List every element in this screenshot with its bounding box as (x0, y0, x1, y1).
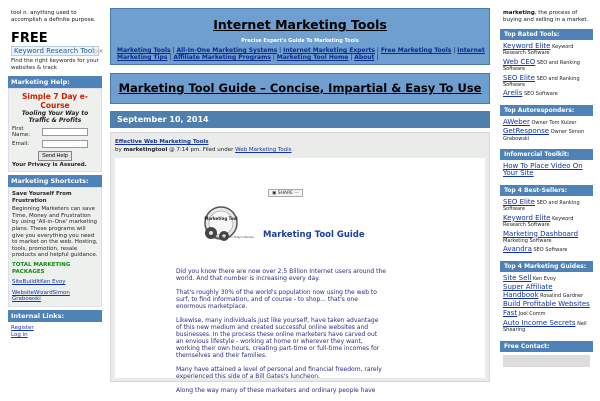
banner-title[interactable]: Marketing Tool Guide – Concise, Impartial & Easy To Use (118, 81, 482, 95)
marketing-guides-list (500, 272, 593, 338)
autoresponders-list (500, 116, 593, 146)
guide-link[interactable]: Super Affiliate Handbook (503, 283, 553, 299)
marketing-definition: marketing, the process of buying and selling in a market. (503, 10, 589, 23)
post-text (176, 268, 386, 401)
list-item: GetResponse Owner Simon Grabowski (503, 127, 585, 142)
nav-tips[interactable]: Internet Marketing Tips (117, 47, 485, 61)
tool-link[interactable]: Keyword Elite (503, 213, 551, 222)
guide-link[interactable]: Fast (503, 309, 518, 318)
list-item: SEO Elite SEO and Ranking Software (503, 73, 580, 89)
login-link[interactable]: Log in (11, 331, 28, 338)
websitewizard-link[interactable]: WebsiteWizardSimon Grabowski (12, 289, 70, 303)
best-sellers-list (500, 196, 593, 258)
best-sellers-heading: Top 4 Best-Sellers: (500, 185, 593, 196)
post-paragraph: Along the way many of these marketers and ordinary people have (176, 387, 376, 394)
first-name-label: First Name: (12, 126, 31, 138)
post-date-bar: September 10, 2014 (110, 111, 490, 128)
nav-marketing-tools[interactable]: Marketing Tools (117, 47, 171, 54)
list-item: Arelis SEO Software (503, 89, 558, 98)
guide-link[interactable]: Build Profitable Websites (503, 299, 590, 308)
tool-link[interactable]: How To Place Video On Your Site (503, 162, 583, 178)
post-author: marketingtool (123, 147, 168, 153)
post-title-link[interactable]: Effective Web Marketing Tools (115, 139, 209, 145)
first-name-input[interactable] (42, 128, 88, 136)
tool-link[interactable]: AWeber (503, 117, 530, 126)
post-meta: by marketingtool @ 7:14 pm. Filed under Web Marketing Tools (115, 147, 292, 153)
tool-link[interactable]: Marketing Dashboard (503, 229, 579, 238)
post-paragraph: Many have attained a level of personal and financial freedom, rarely experienced this side of a Bill Gates's luncheon. (176, 366, 382, 380)
site-title[interactable]: Internet Marketing Tools (213, 17, 387, 32)
post-body (115, 158, 485, 394)
share-icon: ▣ (272, 191, 278, 196)
marketing-tool-logo (197, 203, 256, 247)
top-autoresponders-heading: Top Autoresponders: (500, 105, 593, 116)
tool-link[interactable]: Keyword Elite (503, 42, 551, 50)
tool-link[interactable]: SEO Elite (503, 197, 535, 206)
internal-links-heading: Internal Links: (8, 310, 102, 322)
post-paragraph: Likewise, many individuals just like yourself, have taken advantage of this new medium and created successful online websites and businesses. In the process these online marketers have carved out an envious lifestyle - working at home or wherever they want, working their own hours, creating part-time or full-time incomes for themselves and their families. (176, 317, 380, 359)
ecourse-signup-form (8, 88, 102, 172)
list-item: Super Affiliate Handbook Rosalind Gardner (503, 283, 584, 299)
guide-title: Marketing Tool Guide (263, 230, 365, 240)
svg-text:Marketing Tool: Marketing Tool (204, 216, 238, 221)
nav-free-tools[interactable]: Free Marketing Tools (380, 47, 452, 54)
top-rated-tools-list (500, 40, 593, 102)
nav-about[interactable]: About (354, 54, 375, 61)
register-link[interactable]: Register (11, 324, 34, 331)
list-item: Site Sell Ken Evoy (503, 273, 556, 282)
list-item: Auto Income Secrets Neil Shearing (503, 318, 587, 334)
main-content (110, 8, 490, 394)
list-item: Keyword Elite Keyword Research Software (503, 213, 574, 229)
send-help-button[interactable]: Send Help (38, 151, 72, 161)
guide-banner (110, 73, 490, 104)
free-contact-heading: Free Contact: (500, 341, 593, 352)
site-header (110, 8, 490, 65)
list-item (503, 163, 590, 178)
share-button[interactable]: ▣ SHARE ⋯ (268, 189, 303, 197)
tool-link[interactable]: SEO Elite (503, 73, 535, 82)
list-item: Keyword Elite Keyword Research Software (503, 42, 574, 57)
packages-heading: TOTAL MARKETING PACKAGES (12, 261, 71, 275)
privacy-note: Your Privacy is Assured. (12, 162, 87, 168)
tool-link[interactable]: Arelis (503, 89, 523, 98)
infomercial-list (500, 160, 593, 182)
post-paragraph: That's roughly 30% of the world's population now using the web to surf, to find information, and of course - to shop... that's one enormous marketplace. (176, 289, 377, 310)
right-sidebar (500, 8, 593, 370)
ad-free-heading: FREE (11, 31, 48, 46)
email-label: Email: (12, 141, 30, 147)
list-item: Web CEO SEO and Ranking Software (503, 57, 580, 73)
contact-profile-image (503, 355, 590, 367)
nav-home[interactable]: Marketing Tool Home (276, 54, 349, 61)
shortcuts-body: Beginning Marketers can save Time, Money and Frustration by using 'All-in-One' marketing plans. These programs will give you everything you need to market on the web. Hosting, tools, promotion, resale products and helpful guidance. (12, 206, 98, 259)
marketing-shortcuts-heading: Marketing Shortcuts: (8, 175, 102, 187)
site-tagline: Precise Expert's Guide To Marketing Tools (241, 38, 359, 44)
blog-post (110, 132, 490, 394)
nav-experts[interactable]: Internet Marketing Experts (283, 47, 375, 54)
top-rated-tools-heading: Top Rated Tools: (500, 29, 593, 40)
marketing-help-heading: Marketing Help: (8, 76, 102, 88)
guide-link[interactable]: Site Sell (503, 273, 532, 282)
guide-link[interactable]: Auto Income Secrets (503, 318, 576, 327)
tool-definition: tool n. anything used to accomplish a definite purpose. (11, 10, 96, 23)
list-item: Avandra SEO Software (503, 245, 568, 254)
marketing-guides-heading: Top 4 Marketing Guides: (500, 261, 593, 272)
tool-link[interactable]: Web CEO (503, 57, 536, 66)
ad-description: Find the right keywords for your websites & track (11, 58, 99, 71)
nav-all-in-one[interactable]: All-In-One Marketing Systems (176, 47, 278, 54)
internal-links-list (8, 322, 102, 342)
main-nav: Marketing Tools | All-In-One Marketing Systems | Internet Marketing Experts | Free Marketing Tools | Internet Marketing Tips | Affiliate Marketing Programs | Marketing Tool Home | About | (117, 47, 485, 61)
svg-text:Gearing Up For Today's Interne: Gearing Up For Today's Internet... (214, 236, 256, 239)
tool-link[interactable]: GetResponse (503, 127, 550, 136)
nav-affiliate[interactable]: Affiliate Marketing Programs (173, 54, 271, 61)
shortcuts-title: Save Yourself From Frustration (12, 191, 72, 204)
post-category-link[interactable]: Web Marketing Tools (235, 147, 292, 153)
ecourse-title: Simple 7 Day e-Course (21, 92, 88, 110)
list-item: AWeber Owner Tom Kulzer (503, 117, 577, 126)
list-item (503, 301, 590, 308)
shortcuts-box (8, 187, 102, 307)
left-sidebar (8, 8, 102, 342)
infomercial-toolkit-heading: Infomercial Toolkit: (500, 149, 593, 160)
ecourse-subtitle: Tooling Your Way to Traffic & Profits (21, 110, 89, 124)
email-input[interactable] (42, 140, 88, 148)
keyword-ad[interactable] (8, 29, 102, 73)
ad-close-icon[interactable]: ▷✕ (94, 48, 104, 55)
list-item: SEO Elite SEO and Ranking Software (503, 197, 580, 213)
list-item: Fast Joel Comm (503, 309, 546, 318)
sitebuildit-link[interactable]: SiteBuildItKen Evoy (12, 279, 66, 286)
ad-keyword-link[interactable]: Keyword Research Tool ▷✕ (11, 46, 99, 56)
tool-link[interactable]: Avandra (503, 245, 532, 254)
list-item: Marketing Dashboard Marketing Software (503, 229, 579, 244)
post-paragraph: Did you know there are now over 2.5 Billion Internet users around the world. And that number is increasing every day. (176, 268, 386, 282)
